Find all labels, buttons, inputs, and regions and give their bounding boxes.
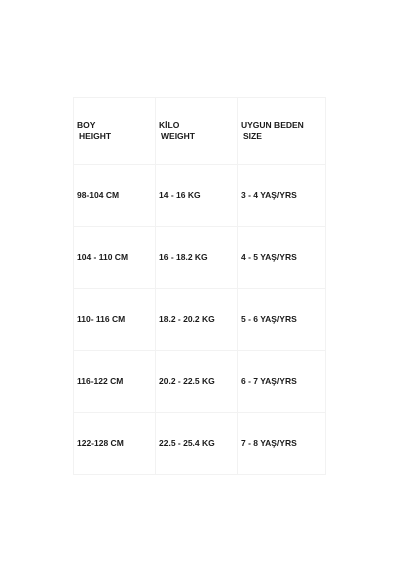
header-size-en: SIZE bbox=[243, 131, 262, 141]
header-size-tr: UYGUN BEDEN bbox=[241, 120, 304, 130]
weight-cell: 16 - 18.2 KG bbox=[156, 227, 238, 289]
size-cell: 4 - 5 YAŞ/YRS bbox=[238, 227, 326, 289]
size-chart-table bbox=[73, 97, 326, 475]
size-cell: 7 - 8 YAŞ/YRS bbox=[238, 413, 326, 475]
height-cell: 116-122 CM bbox=[74, 351, 156, 413]
header-height-tr: BOY bbox=[77, 120, 96, 130]
size-cell: 6 - 7 YAŞ/YRS bbox=[238, 351, 326, 413]
table-row bbox=[74, 351, 326, 413]
weight-cell: 20.2 - 22.5 KG bbox=[156, 351, 238, 413]
height-cell: 110- 116 CM bbox=[74, 289, 156, 351]
header-height-en: HEIGHT bbox=[79, 131, 112, 141]
weight-cell: 18.2 - 20.2 KG bbox=[156, 289, 238, 351]
table-header-row bbox=[74, 98, 326, 165]
weight-cell: 14 - 16 KG bbox=[156, 165, 238, 227]
height-cell: 122-128 CM bbox=[74, 413, 156, 475]
header-weight-tr: KİLO bbox=[159, 120, 180, 130]
header-height bbox=[74, 98, 156, 165]
height-cell: 98-104 CM bbox=[74, 165, 156, 227]
height-cell: 104 - 110 CM bbox=[74, 227, 156, 289]
size-cell: 5 - 6 YAŞ/YRS bbox=[238, 289, 326, 351]
header-weight bbox=[156, 98, 238, 165]
table-row bbox=[74, 289, 326, 351]
header-weight-en: WEIGHT bbox=[161, 131, 195, 141]
size-cell: 3 - 4 YAŞ/YRS bbox=[238, 165, 326, 227]
weight-cell: 22.5 - 25.4 KG bbox=[156, 413, 238, 475]
header-size bbox=[238, 98, 326, 165]
table-row bbox=[74, 165, 326, 227]
table-row bbox=[74, 227, 326, 289]
table-row bbox=[74, 413, 326, 475]
